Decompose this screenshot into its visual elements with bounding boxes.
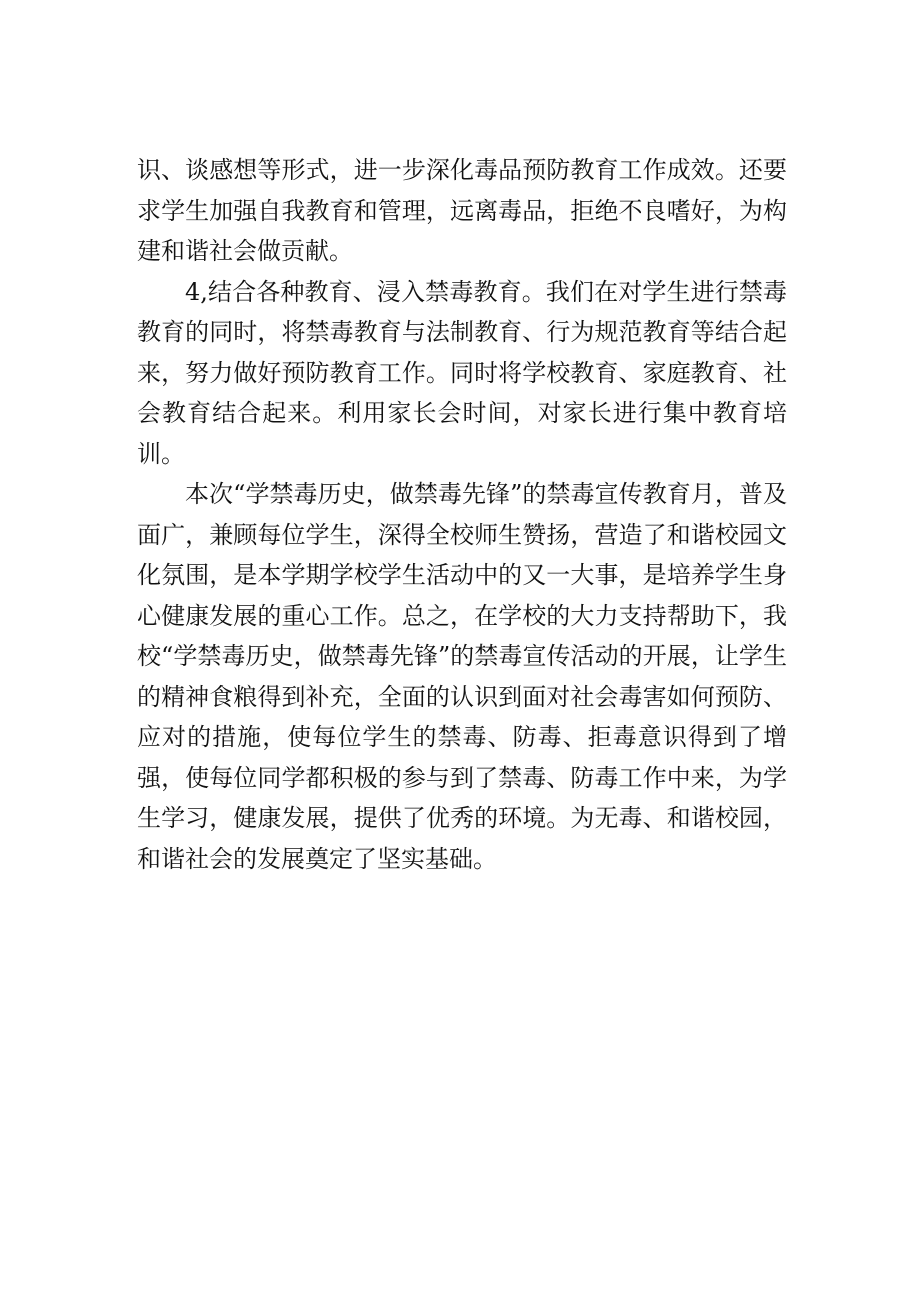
paragraph-summary: 本次“学禁毒历史，做禁毒先锋”的禁毒宣传教育月，普及面广，兼顾每位学生，深得全校师生赞扬，营造了和谐校园文化氛围，是本学期学校学生活动中的又一大事，是培养学生身心健康发展的重心工作。总之，在学校的大力支持帮助下，我校“学禁毒历史，做禁毒先锋”的禁毒宣传活动的开展，让学生的精神食粮得到补充，全面的认识到面对社会毒害如何预防、应对的措施，使每位学生的禁毒、防毒、拒毒意识得到了增强，使每位同学都积极的参与到了禁毒、防毒工作中来，为学生学习，健康发展，提供了优秀的环境。为无毒、和谐校园，和谐社会的发展奠定了坚实基础。	[137, 480, 787, 873]
document-page	[137, 150, 787, 879]
paragraph-item-4: 4,结合各种教育、浸入禁毒教育。我们在对学生进行禁毒教育的同时，将禁毒教育与法制教育、行为规范教育等结合起来，努力做好预防教育工作。同时将学校教育、家庭教育、社会教育结合起来。利用家长会时间，对家长进行集中教育培训。	[137, 277, 787, 468]
paragraph-continuation: 识、谈感想等形式，进一步深化毒品预防教育工作成效。还要求学生加强自我教育和管理，远离毒品，拒绝不良嗜好，为构建和谐社会做贡献。	[137, 156, 787, 265]
